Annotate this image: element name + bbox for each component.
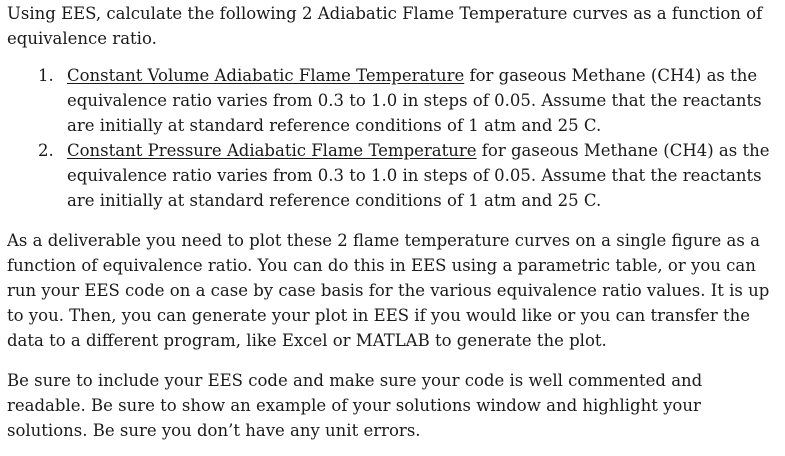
task-description: for gaseous Methane (CH4) as the equivalence ratio varies from 0.3 to 1.0 in steps of 0.05. Assume that the reactants are initially at standard reference conditions of 1 atm and 25 C. [67,141,770,210]
task-list [0,63,785,213]
task-number: 1. [38,66,54,85]
task-title: Constant Volume Adiabatic Flame Temperature [67,66,465,85]
task-number: 2. [38,141,54,160]
task-title: Constant Pressure Adiabatic Flame Temperature [67,141,477,160]
task-item-constant-volume [0,63,785,138]
intro-paragraph: Using EES, calculate the following 2 Adiabatic Flame Temperature curves as a function of equivalence ratio. [7,4,763,48]
task-description: for gaseous Methane (CH4) as the equivalence ratio varies from 0.3 to 1.0 in steps of 0.05. Assume that the reactants are initially at standard reference conditions of 1 atm and 25 C. [67,66,762,135]
deliverable-paragraph: As a deliverable you need to plot these 2 flame temperature curves on a single figure as a function of equivalence ratio. You can do this in EES using a parametric table, or you can run your EES code on a case by case basis for the various equivalence ratio values. It is up to you. Then, you can generate your plot in EES if you would like or you can transfer the data to a different program, like Excel or MATLAB to generate the plot. [7,231,770,350]
instructions-paragraph: Be sure to include your EES code and make sure your code is well commented and readable. Be sure to show an example of your solutions window and highlight your solutions. Be sure you don’t have any unit errors. [7,371,703,440]
task-item-constant-pressure [0,138,785,213]
